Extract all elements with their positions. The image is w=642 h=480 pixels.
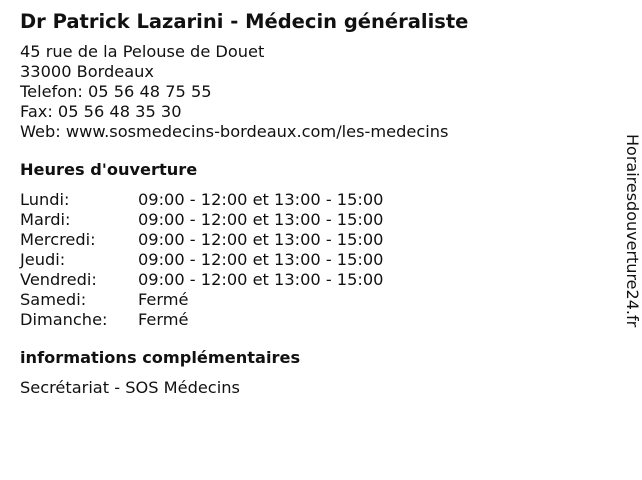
address-block [20, 42, 600, 142]
day-label: Mardi: [20, 210, 71, 229]
hours-value: 09:00 - 12:00 et 13:00 - 15:00 [138, 270, 384, 289]
hours-row-thursday [20, 250, 600, 270]
hours-row-wednesday [20, 230, 600, 250]
day-label: Jeudi: [20, 250, 66, 269]
day-label: Lundi: [20, 190, 70, 209]
hours-value: 09:00 - 12:00 et 13:00 - 15:00 [138, 230, 384, 249]
hours-value: Fermé [138, 290, 189, 309]
business-card [20, 8, 600, 398]
day-label: Dimanche: [20, 310, 108, 329]
website-link[interactable]: Web: www.sosmedecins-bordeaux.com/les-medecins [20, 122, 449, 141]
page-title: Dr Patrick Lazarini - Médecin généraliste [20, 10, 469, 33]
day-label: Vendredi: [20, 270, 97, 289]
opening-hours-heading: Heures d'ouverture [20, 160, 198, 179]
additional-info-heading: informations complémentaires [20, 348, 301, 367]
hours-row-tuesday [20, 210, 600, 230]
fax-number: Fax: 05 56 48 35 30 [20, 102, 182, 121]
day-label: Samedi: [20, 290, 87, 309]
phone-number: Telefon: 05 56 48 75 55 [20, 82, 212, 101]
hours-row-monday [20, 190, 600, 210]
hours-value: 09:00 - 12:00 et 13:00 - 15:00 [138, 250, 384, 269]
hours-value: 09:00 - 12:00 et 13:00 - 15:00 [138, 210, 384, 229]
hours-value: 09:00 - 12:00 et 13:00 - 15:00 [138, 190, 384, 209]
hours-row-sunday [20, 310, 600, 330]
day-label: Mercredi: [20, 230, 96, 249]
opening-hours-table [20, 190, 600, 330]
street-address: 45 rue de la Pelouse de Douet [20, 42, 265, 61]
hours-row-saturday [20, 290, 600, 310]
city-postal-code: 33000 Bordeaux [20, 62, 155, 81]
additional-info-text: Secrétariat - SOS Médecins [20, 378, 240, 397]
hours-row-friday [20, 270, 600, 290]
hours-value: Fermé [138, 310, 189, 329]
brand-watermark: Horairesdouverture24.fr [623, 134, 642, 328]
